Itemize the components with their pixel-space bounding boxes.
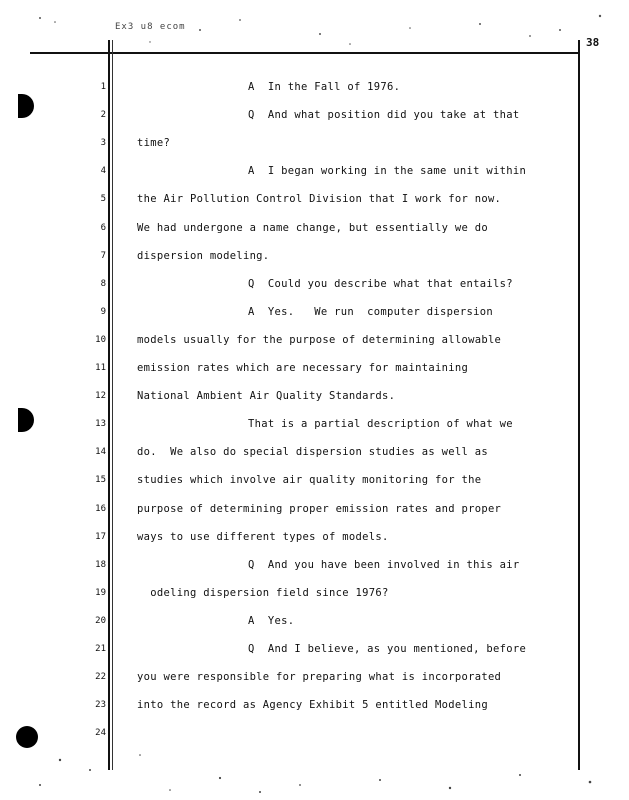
- transcript-line: ways to use different types of models.: [137, 530, 389, 543]
- transcript-line: We had undergone a name change, but essentially we do: [137, 221, 488, 234]
- line-number: 17: [95, 531, 106, 542]
- transcript-line: Q And I believe, as you mentioned, before: [248, 643, 527, 655]
- transcript-line: time?: [137, 137, 171, 150]
- line-number: 9: [100, 306, 106, 317]
- line-number: 19: [95, 587, 106, 598]
- right-margin-rule: [578, 40, 580, 770]
- transcript-line: dispersion modeling.: [137, 249, 270, 262]
- transcript-line: That is a partial description of what we: [248, 418, 513, 431]
- left-margin-rule: [108, 40, 110, 770]
- transcript-line: into the record as Agency Exhibit 5 entitled Modeling: [137, 699, 488, 712]
- scan-header-text: Ex3 u8 ecom: [115, 22, 186, 32]
- line-number: 5: [100, 194, 106, 205]
- line-number: 16: [95, 503, 106, 514]
- transcript-line: Q And you have been involved in this air: [248, 558, 520, 571]
- transcript-line: A Yes. We run computer dispersion: [248, 305, 493, 318]
- line-number: 2: [100, 110, 106, 121]
- transcript-line: Q Could you describe what that entails?: [248, 277, 513, 290]
- line-number: 21: [95, 644, 106, 654]
- punch-hole-top: [18, 94, 34, 118]
- line-number: 4: [100, 166, 106, 177]
- transcript-line: you were responsible for preparing what is incorporated: [137, 671, 502, 684]
- line-number: 13: [95, 419, 106, 430]
- line-number: 18: [95, 559, 106, 570]
- transcript-line: odeling dispersion field since 1976?: [137, 586, 389, 599]
- transcript-line: A I began working in the same unit within: [248, 165, 527, 178]
- scan-bottom-noise: [0, 730, 629, 800]
- line-number: 7: [100, 250, 106, 261]
- line-number: 20: [95, 615, 106, 626]
- transcript-line: A Yes.: [248, 614, 295, 627]
- line-number: 24: [95, 728, 106, 739]
- line-number: 10: [95, 334, 106, 345]
- line-number: 12: [95, 391, 106, 402]
- transcript-line: Q And what position did you take at that: [248, 109, 520, 122]
- transcript-line: National Ambient Air Quality Standards.: [137, 390, 396, 403]
- transcript-line: emission rates which are necessary for maintaining: [137, 362, 469, 374]
- punch-hole-middle: [18, 408, 34, 432]
- line-number: 14: [95, 447, 106, 458]
- transcript-line: do. We also do special dispersion studies as well as: [137, 446, 488, 459]
- line-number: 6: [100, 222, 106, 233]
- line-number: 15: [95, 475, 106, 486]
- transcript-line: models usually for the purpose of determining allowable: [137, 333, 502, 346]
- transcript-line: studies which involve air quality monitoring for the: [137, 474, 482, 487]
- transcript-line: purpose of determining proper emission rates and proper: [137, 502, 502, 515]
- line-number: 3: [100, 138, 106, 149]
- line-number: 8: [100, 278, 106, 289]
- transcript-line: the Air Pollution Control Division that I work for now.: [137, 193, 502, 206]
- scan-header-noise: [0, 0, 629, 50]
- line-number: 11: [95, 363, 106, 373]
- page-number: 38: [586, 36, 600, 49]
- left-margin-rule-inner: [112, 40, 113, 770]
- line-number: 22: [95, 672, 106, 683]
- line-number: 23: [95, 700, 106, 711]
- transcript-line: A In the Fall of 1976.: [248, 81, 401, 93]
- line-number: 1: [100, 82, 106, 92]
